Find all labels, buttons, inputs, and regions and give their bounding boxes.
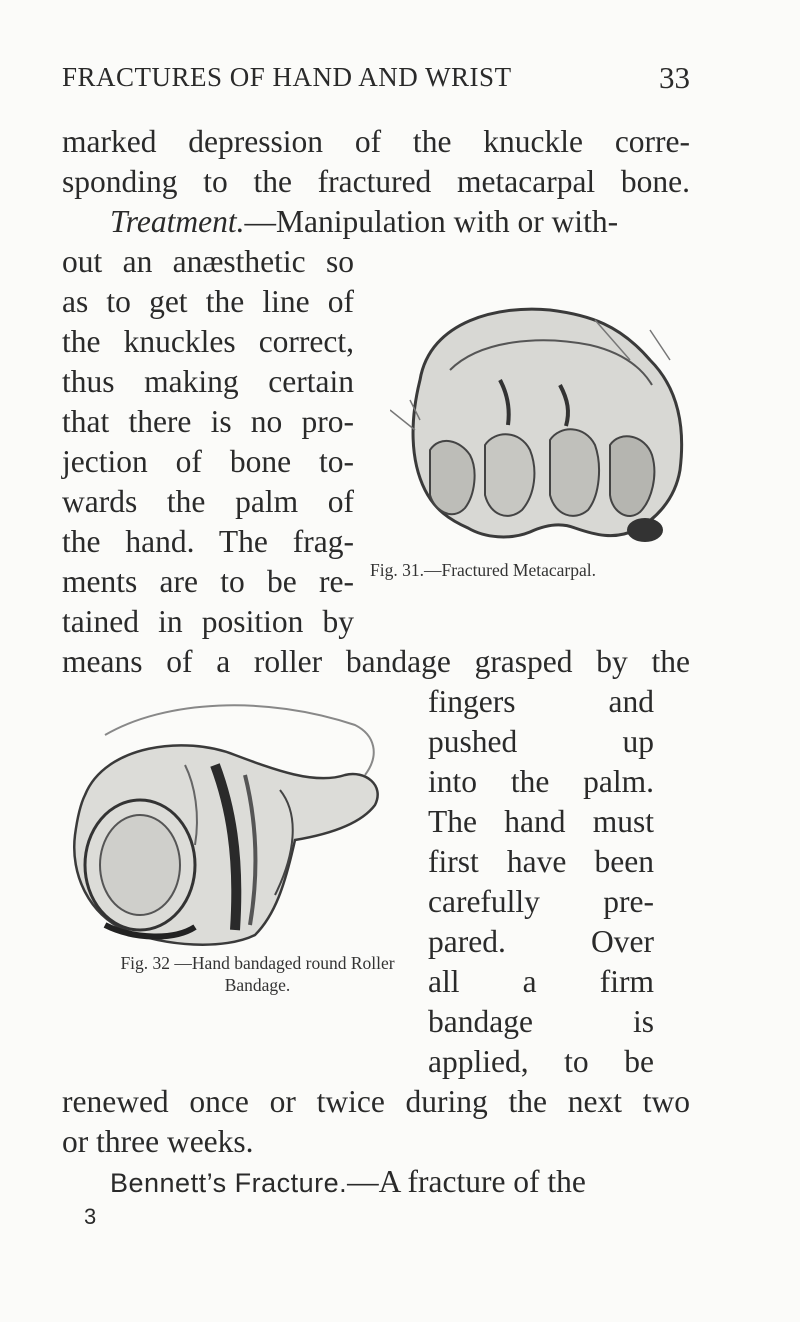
body-line: bandage is (428, 1004, 654, 1039)
figure-31-caption: Fig. 31.—Fractured Metacarpal. (370, 560, 596, 580)
body-line: sponding to the fractured metacarpal bone. (62, 164, 690, 199)
treatment-text: —Manipulation with or with- (244, 204, 619, 239)
body-line: as to get the line of (62, 284, 354, 319)
bennett-text: —A fracture of the (347, 1164, 586, 1199)
body-line: means of a roller bandage grasped by the (62, 644, 690, 679)
body-line: all a firm (428, 964, 654, 999)
body-line: ments are to be re- (62, 564, 354, 599)
body-line: or three weeks. (62, 1124, 254, 1159)
figure-32-caption: Fig. 32 —Hand bandaged round Roller Bandage. (120, 953, 395, 995)
body-line: renewed once or twice during the next two (62, 1084, 690, 1119)
body-line: into the palm. (428, 764, 654, 799)
body-line: marked depression of the knuckle corre- (62, 124, 690, 159)
body-line: out an anæsthetic so (62, 244, 354, 279)
body-line: wards the palm of (62, 484, 354, 519)
bennett-heading: Bennett’s Fracture. (110, 1168, 348, 1198)
body-line: The hand must (428, 804, 654, 839)
body-line: fingers and (428, 684, 654, 719)
treatment-heading: Treatment. (110, 204, 245, 239)
page-number: 33 (659, 60, 690, 95)
body-line: applied, to be (428, 1044, 654, 1079)
body-line: first have been (428, 844, 654, 879)
body-line: pushed up (428, 724, 654, 759)
body-line: tained in position by (62, 604, 354, 639)
hand-bandaged-illustration (45, 695, 405, 950)
body-line: jection of bone to- (62, 444, 354, 479)
bennett-line (110, 1162, 690, 1203)
body-line: pared. Over (428, 924, 654, 959)
fractured-metacarpal-illustration (390, 300, 690, 556)
body-line: thus making certain (62, 364, 354, 399)
body-line: the knuckles correct, (62, 324, 354, 359)
body-line: carefully pre- (428, 884, 654, 919)
body-line: that there is no pro- (62, 404, 354, 439)
treatment-line (110, 202, 690, 242)
running-head: FRACTURES OF HAND AND WRIST (62, 62, 512, 92)
body-line: the hand. The frag- (62, 524, 354, 559)
signature-mark: 3 (84, 1204, 97, 1229)
running-header (62, 62, 690, 102)
